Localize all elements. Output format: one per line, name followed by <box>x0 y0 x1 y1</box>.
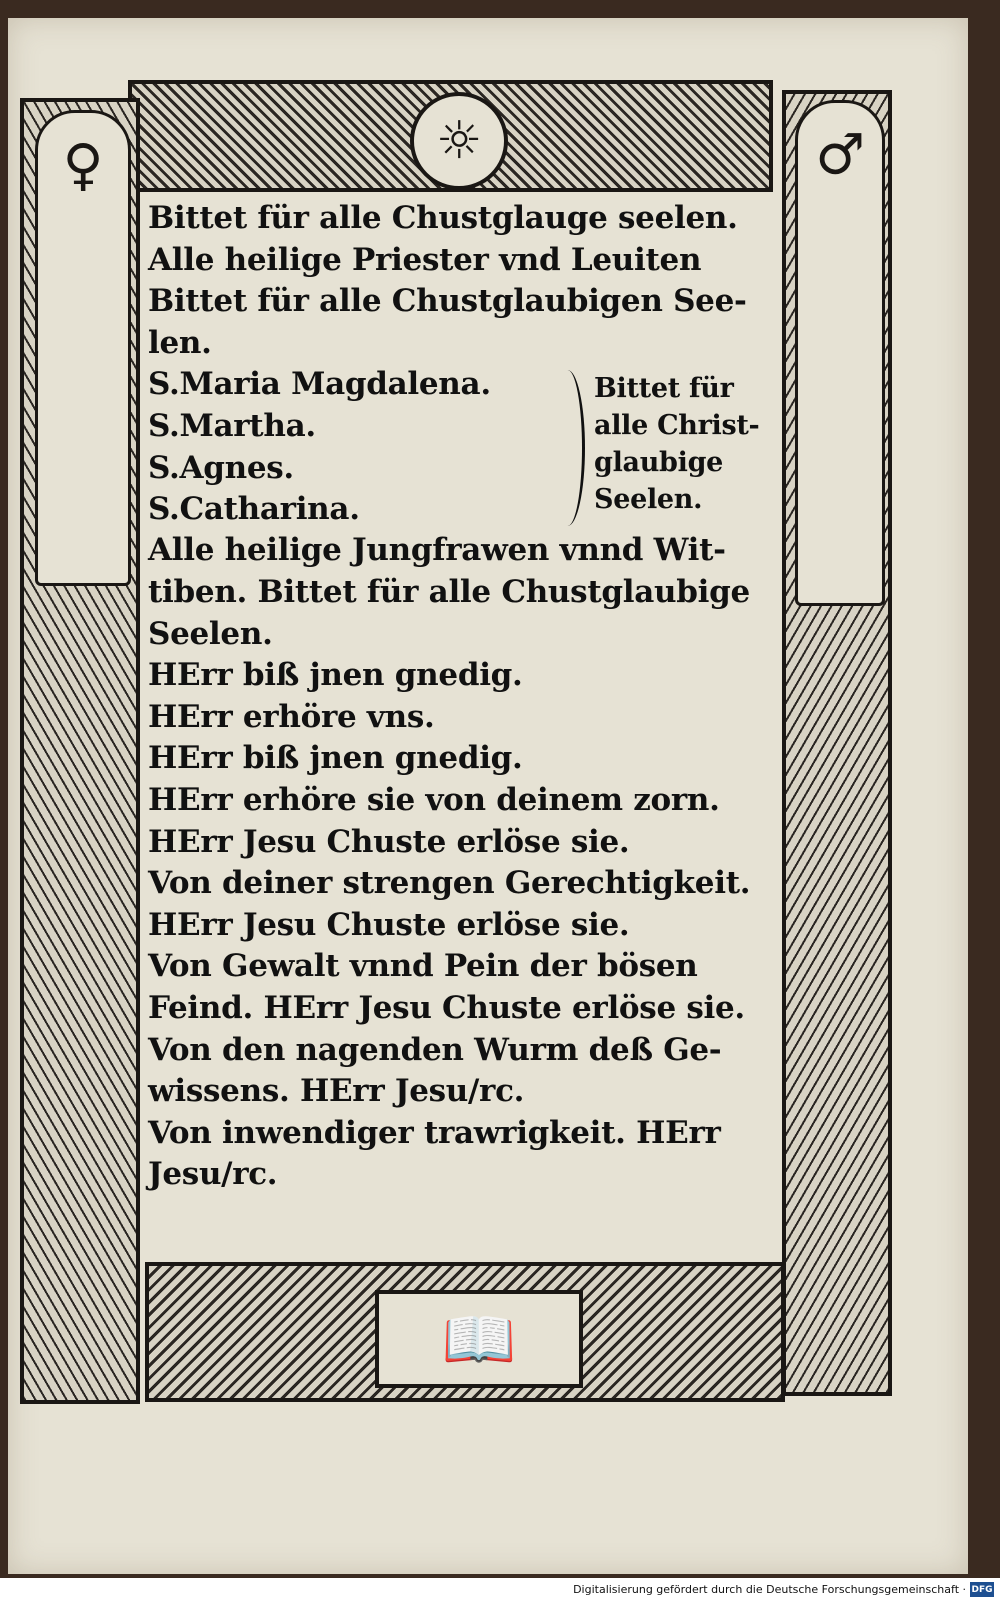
saint-name: S.Catharina. <box>148 491 360 528</box>
refrain-line: alle Christ- <box>594 410 760 442</box>
saint-figure-icon: ♂ <box>795 100 885 606</box>
saint-name: S.Agnes. <box>148 449 294 486</box>
text-line: HErr Jesu Chuste erlöse sie. <box>148 823 630 860</box>
text-line: Bittet für alle Chustglauge seelen. <box>148 200 738 236</box>
saint-figure-icon: ♀ <box>35 110 131 586</box>
refrain-line: glaubige <box>594 447 724 479</box>
text-line: Von deiner strengen Gerechtigkeit. <box>148 865 751 902</box>
saints-names <box>148 364 491 530</box>
text-line: tiben. Bittet für alle Chustglaubige <box>148 573 750 610</box>
text-line: Alle heilige Priester vnd Leuiten <box>148 241 702 278</box>
text-line: len. <box>148 324 212 361</box>
saints-refrain <box>594 370 759 518</box>
text-line: HErr biß jnen gnedig. <box>148 657 523 694</box>
text-line: Feind. HErr Jesu Chuste erlöse sie. <box>148 989 745 1026</box>
brace-mark <box>556 370 585 526</box>
saint-name: S.Martha. <box>148 407 316 444</box>
text-line: Jesu/rc. <box>148 1156 278 1193</box>
dfg-logo[interactable]: DFG <box>970 1582 994 1597</box>
refrain-line: Bittet für <box>594 373 734 405</box>
text-line: Von inwendiger trawrigkeit. HErr <box>148 1114 721 1151</box>
text-line: HErr Jesu Chuste erlöse sie. <box>148 906 630 943</box>
text-line: Alle heilige Jungfrawen vnnd Wit- <box>148 532 726 569</box>
text-line: Seelen. <box>148 615 273 652</box>
refrain-line: Seelen. <box>594 484 703 516</box>
footer-bar <box>0 1578 1000 1602</box>
text-line: HErr erhöre vns. <box>148 698 435 735</box>
text-line: Bittet für alle Chustglaubigen See- <box>148 283 747 320</box>
text-line: Von Gewalt vnnd Pein der bösen <box>148 948 698 985</box>
footer-credit: Digitalisierung gefördert durch die Deutsche Forschungsgemeinschaft · <box>573 1583 966 1596</box>
saint-name: S.Maria Magdalena. <box>148 366 491 403</box>
text-line: wissens. HErr Jesu/rc. <box>148 1073 525 1110</box>
text-line: HErr erhöre sie von deinem zorn. <box>148 781 720 818</box>
open-book-ornament-icon: 📖 <box>375 1290 583 1388</box>
text-line: Von den nagenden Wurm deß Ge- <box>148 1031 722 1068</box>
saints-group <box>148 364 778 530</box>
text-line: HErr biß jnen gnedig. <box>148 740 523 777</box>
litany-text <box>148 198 778 1196</box>
sun-ornament-icon: ☼ <box>410 92 508 190</box>
